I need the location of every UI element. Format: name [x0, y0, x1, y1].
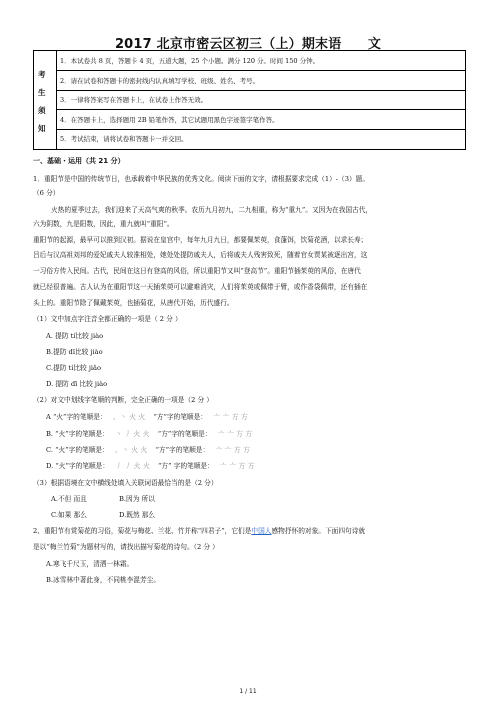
option-b: B.因为 所以 — [119, 495, 155, 503]
passage-line: 头上的。重阳节除了佩戴茱萸，也插菊花，从唐代开始，历代盛行。 — [33, 299, 234, 307]
stroke-option-c — [46, 446, 250, 455]
option-c: C.如果 那么 — [51, 511, 87, 519]
stroke-order-fang: 亠 亠 方 方 — [215, 446, 250, 454]
stroke-order-fire: 、丶 火 火 — [114, 446, 148, 454]
stroke-label-fang: “方”字的笔顺是： — [153, 413, 207, 421]
q2-stem — [33, 527, 365, 536]
notes-item: 2．请在试卷和答题卡的密封线内认真填写学校、班级、姓名、考号。 — [60, 76, 260, 85]
passage-line: 六为阴数，九是阳数，因此，重九就叫“重阳”。 — [33, 220, 174, 228]
notes-row — [57, 129, 465, 148]
notes-side-label — [34, 51, 57, 149]
option-a: A.不但 而且 — [51, 495, 87, 503]
passage-line: 就已经很普遍。古人认为在重阳节这一天插茱萸可以避难消灾，人们将茱萸或佩带于臂，或作香袋佩带，还有插在 — [33, 283, 368, 291]
q1-sub3: （3）根据语境在文中横线处填入关联词语最恰当的是（2 分） — [33, 479, 218, 487]
chinese-people-link[interactable]: 中国人 — [251, 527, 272, 535]
stroke-order-fire: 、丶 火 火 — [112, 413, 146, 421]
option-d: D. 提防 dī 比较 jiào — [46, 380, 108, 388]
stroke-label: D. “火”字的笔顺是： — [46, 462, 110, 470]
q2-stem-text: 2、重阳节有赏菊花的习俗，菊花与梅花、兰花、竹并称“四君子”，它们是 — [33, 527, 252, 535]
passage-line: 重阳节的起源，最早可以推到汉初。据说在皇宫中，每年九月九日，都要佩茱萸，食蓬饵，饮菊花酒，以求长寿； — [33, 236, 368, 244]
q2-stem-line2: 是以“梅兰竹菊”为题材写的，请找出描写菊花的诗句。（2 分 ） — [33, 543, 219, 551]
passage-line: 一习俗方传入民间。古代，民间在这日有登高的风俗，所以重阳节又叫“登高节”。重阳节插茱萸的风俗，在唐代 — [33, 267, 361, 275]
stroke-label: C. “火”字的笔顺是： — [46, 446, 109, 454]
q1-sub2: （2）对文中划线字笔顺的判断，完全正确的一项是（2 分 ） — [33, 396, 213, 404]
option-a: A. 提防 tí比较 jiào — [46, 332, 104, 340]
option-b: B.提防 dī比较 jiào — [46, 348, 103, 356]
stroke-label-fang: “方” 字的笔顺是： — [158, 462, 214, 470]
q2-stem-text: 感物抒怀的对象。下面四句诗就 — [271, 527, 366, 535]
notes-side-char: 生 — [38, 88, 46, 97]
notes-side-char: 考 — [38, 70, 46, 79]
page-title: 2017 北京市密云区初三（上）期末语 文 — [114, 37, 382, 52]
notes-row — [57, 90, 465, 110]
stroke-label-fang: “方”字的笔顺是： — [155, 446, 210, 454]
stroke-label: A “火”字的笔顺是： — [46, 413, 107, 421]
notes-side-char: 知 — [38, 124, 46, 133]
passage-line: 吕后与汉高祖刘邦的爱妃戚夫人较准相处，她处处提防戚夫人，后将戚夫人残害致死，随着官女贾某被逐出宫，这 — [33, 251, 368, 259]
notes-item: 1．本试卷共 8 页，答题卡 4 页，五道大题，25 个小题。满分 120 分。时间 150 分钟。 — [60, 57, 320, 65]
page-number: 1 / 11 — [239, 688, 257, 695]
exam-notes-box — [33, 50, 466, 150]
q1-stem-score: （6 分） — [33, 189, 60, 197]
q1-sub1: （1）文中加点字注音全都正确的一项是（ 2 分 ） — [33, 315, 182, 323]
option-a: A.寒飞千尺玉，清洒一林霜。 — [46, 560, 134, 568]
stroke-order-fang: 亠 亠 方 方 — [213, 413, 248, 421]
stroke-label: B. “火”字的笔顺是： — [46, 430, 109, 438]
stroke-option-d — [46, 462, 255, 471]
notes-item: 5．考试结束，请将试卷和答题卡一并交回。 — [60, 135, 188, 143]
notes-row — [57, 51, 465, 71]
stroke-order-fang: 亠 亠 方 方 — [217, 430, 253, 438]
notes-item: 4．在答题卡上，选择题用 2B 铅笔作答，其它试题用黑色字迹签字笔作答。 — [60, 115, 279, 124]
option-b: B.冰雪林中著此身，不同桃李混芳尘。 — [46, 576, 161, 584]
option-d: D.既然 那么 — [119, 511, 156, 519]
notes-row — [57, 110, 465, 130]
stroke-option-b — [46, 430, 252, 439]
stroke-order-fire: 丶 丿 火 火 — [114, 430, 150, 438]
option-c: C.提防 tí比较 jiǎo — [46, 364, 102, 372]
section-heading: 一、基础・运用（共 21 分） — [33, 157, 125, 165]
stroke-label-fang: “方”字的笔顺是： — [157, 430, 212, 438]
stroke-order-fire: 丿 丿 火 火 — [115, 462, 150, 470]
stroke-option-a — [46, 413, 248, 422]
q1-stem: 1．重阳节是中国的传统节日，也承载着中华民族的优秀文化。阅读下面的文字，请根据要求完成（1）-（3）题。 — [33, 175, 370, 183]
notes-item: 3．一律将答案写在答题卡上，在试卷上作答无效。 — [60, 96, 208, 104]
notes-side-char: 须 — [38, 106, 46, 115]
passage-line: 火热的夏季过去，我们迎来了天高气爽的秋季。农历九月初九，二九相重，称为“重九”。又因为在我国古代， — [51, 206, 373, 214]
notes-row — [57, 71, 465, 91]
stroke-order-fang: 亠 亠 方 方 — [219, 462, 255, 470]
